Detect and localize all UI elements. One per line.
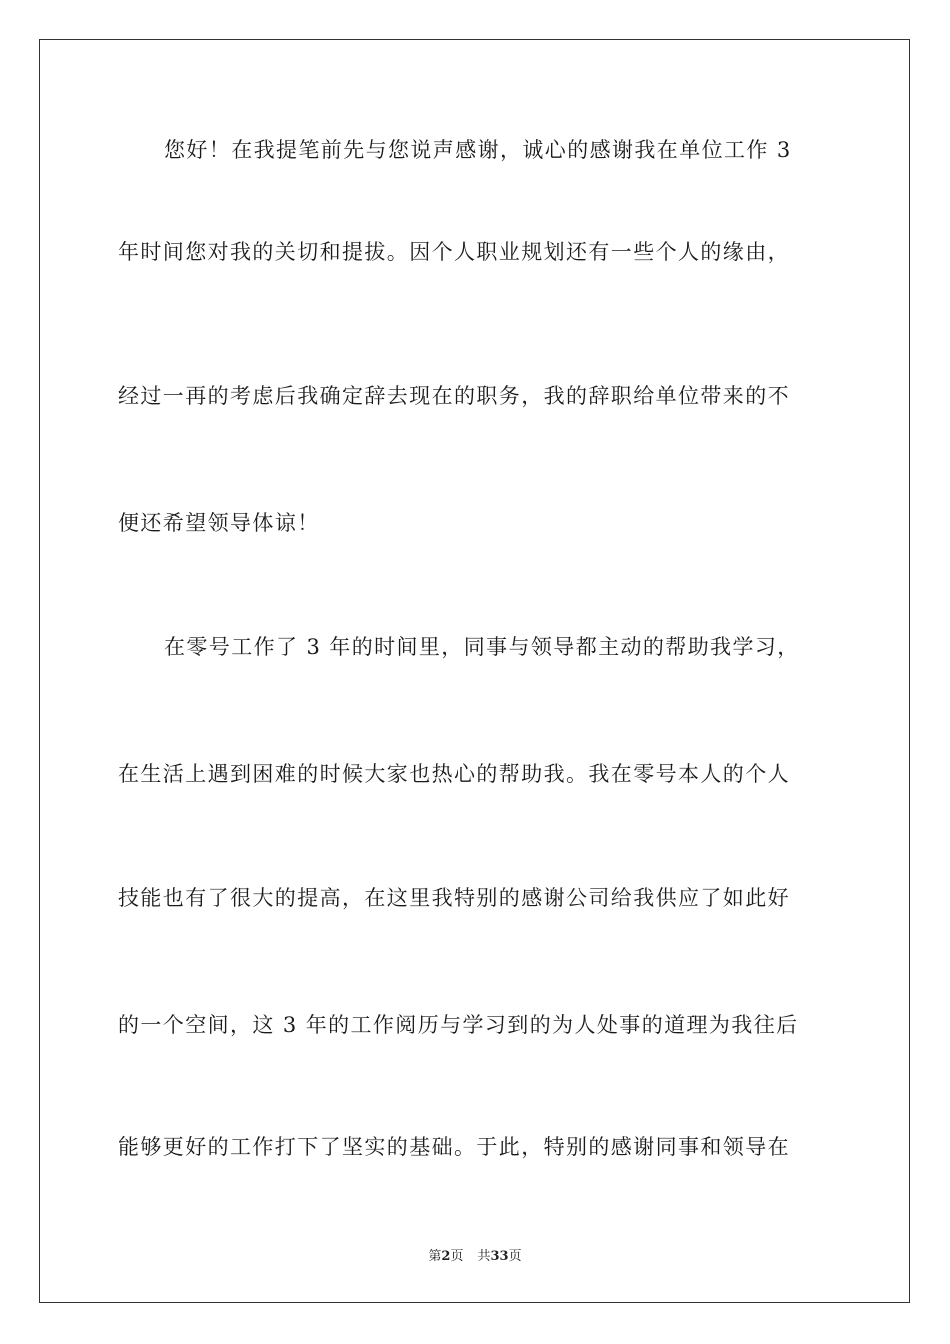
paragraph-2-line-3: 技能也有了很大的提高，在这里我特别的感谢公司给我供应了如此好 (118, 886, 790, 910)
paragraph-2-line-5: 能够更好的工作打下了坚实的基础。于此，特别的感谢同事和领导在 (118, 1135, 790, 1159)
page-border (39, 39, 910, 1303)
paragraph-2-line-1: 在零号工作了 3 年的时间里，同事与领导都主动的帮助我学习， (164, 635, 800, 659)
page-prefix: 第 (428, 1249, 442, 1264)
paragraph-1-line-4: 便还希望领导体谅！ (118, 511, 320, 535)
page-footer (0, 1248, 950, 1266)
total-suffix: 页 (508, 1249, 522, 1264)
total-prefix: 共 (477, 1249, 491, 1264)
page-number: 2 (441, 1249, 451, 1264)
paragraph-2-line-4: 的一个空间，这 3 年的工作阅历与学习到的为人处事的道理为我往后 (118, 1013, 799, 1037)
page-suffix: 页 (450, 1249, 464, 1264)
paragraph-1-line-1: 您好！在我提笔前先与您说声感谢，诚心的感谢我在单位工作 3 (164, 138, 792, 162)
total-pages: 33 (490, 1249, 509, 1264)
paragraph-1-line-3: 经过一再的考虑后我确定辞去现在的职务，我的辞职给单位带来的不 (118, 384, 790, 408)
paragraph-2-line-2: 在生活上遇到困难的时候大家也热心的帮助我。我在零号本人的个人 (118, 762, 790, 786)
paragraph-1-line-2: 年时间您对我的关切和提拔。因个人职业规划还有一些个人的缘由， (118, 240, 790, 264)
